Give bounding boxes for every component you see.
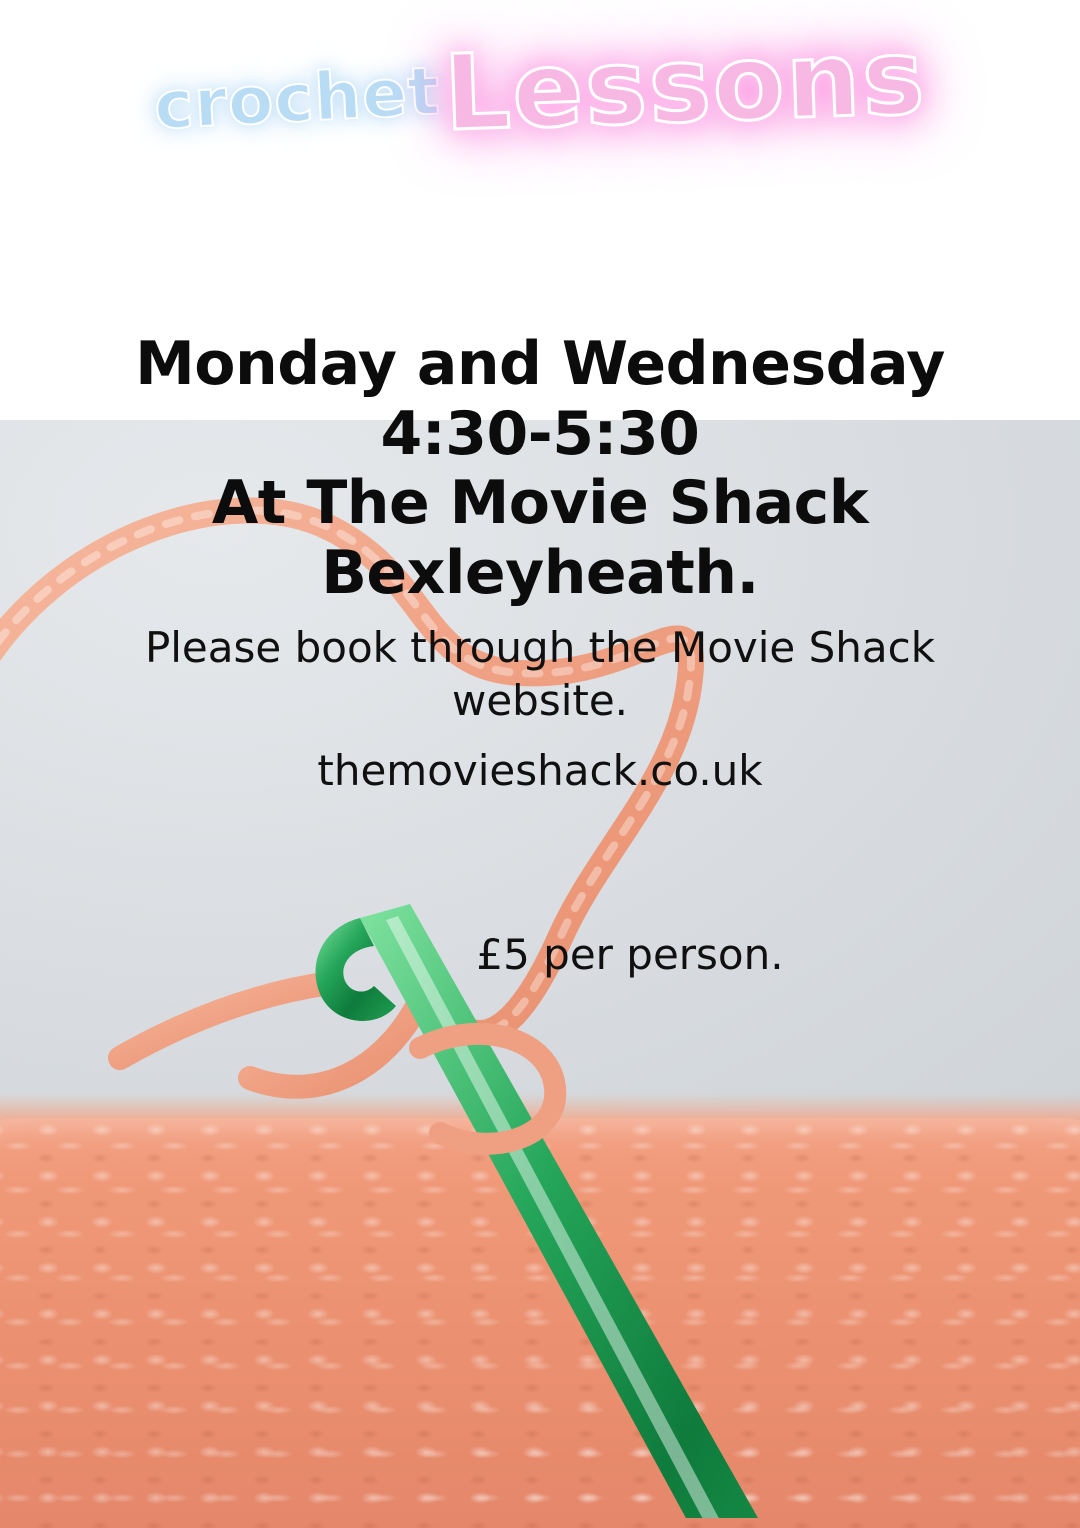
logo-word-crochet: crochet xyxy=(151,52,442,145)
headline-line-1: Monday and Wednesday xyxy=(135,329,945,399)
headline xyxy=(0,330,1080,608)
website-url[interactable]: themovieshack.co.uk xyxy=(317,746,763,796)
booking-instructions xyxy=(0,622,1080,727)
booking-line-1: Please book through the Movie Shack xyxy=(144,623,936,673)
price-text: £5 per person. xyxy=(476,930,784,979)
booking-line-2: website. xyxy=(451,675,629,725)
poster-copy xyxy=(0,330,1080,798)
headline-line-2: 4:30-5:30 xyxy=(380,398,700,469)
logo-word-lessons: Lessons xyxy=(442,15,929,155)
headline-line-4: Bexleyheath. xyxy=(321,537,759,608)
crochet-lessons-logo xyxy=(0,15,1080,155)
headline-line-3: At The Movie Shack xyxy=(211,468,869,539)
crochet-hook-illustration xyxy=(300,898,1080,1518)
